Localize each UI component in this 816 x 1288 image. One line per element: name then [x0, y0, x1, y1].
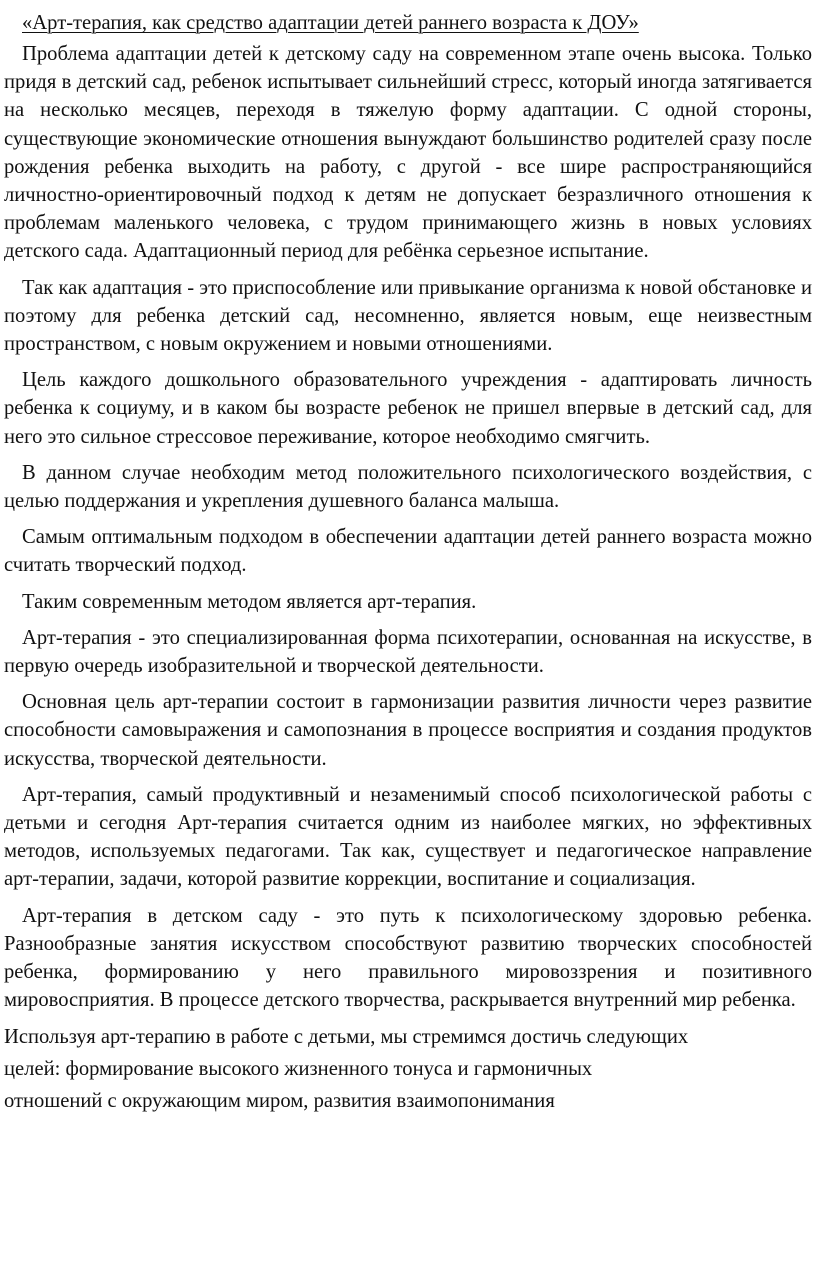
goals-line-1: Используя арт-терапию в работе с детьми, мы стремимся достичь следующих — [4, 1025, 689, 1048]
paragraph-art-therapy-definition: Арт-терапия - это специализированная форма психотерапии, основанная на искусстве, в первую очередь изобразительной и творческой деятельности. — [4, 626, 812, 678]
goals-line-2: целей: формирование высокого жизненного тонуса и гармоничных — [4, 1057, 593, 1080]
paragraph-positive-method: В данном случае необходим метод положительного психологического воздействия, с целью поддержания и укрепления душевного баланса малыша. — [4, 461, 812, 513]
goals-line-3: отношений с окружающим миром, развития взаимопонимания — [4, 1089, 555, 1112]
paragraph-institution-goal: Цель каждого дошкольного образовательного учреждения - адаптировать личность ребенка к социуму, и в каком бы возрасте ребенок не пришел впервые в детский сад, для него это сильное стрессовое переживание, которое необходимо смягчить. — [4, 369, 812, 448]
paragraph-modern-method: Таким современным методом является арт-терапия. — [22, 590, 477, 613]
paragraph-creative-approach: Самым оптимальным подходом в обеспечении адаптации детей раннего возраста можно считать творческий подход. — [4, 526, 812, 577]
paragraph-goals — [4, 1021, 812, 1117]
paragraph-adaptation-definition: Так как адаптация - это приспособление или привыкание организма к новой обстановке и поэтому для ребенка детский сад, несомненно, является новым, еще неизвестным пространством, с новым окружением и новыми отношениями. — [4, 276, 812, 356]
paragraph-main-goal: Основная цель арт-терапии состоит в гармонизации развития личности через развитие способности самовыражения и самопознания в процессе восприятия и создания продуктов искусства, творческой деятельности. — [4, 691, 812, 770]
paragraph-productive-method: Арт-терапия, самый продуктивный и незаменимый способ психологической работы с детьми и сегодня Арт-терапия считается одним из наиболее мягких, но эффективных методов, используемых педагогами. Так как, существует и педагогическое направление арт-терапии, задачи, которой развитие коррекции, воспитание и социализация. — [4, 783, 812, 891]
paragraph-kindergarten-health: Арт-терапия в детском саду - это путь к психологическому здоровью ребенка. Разнообразные занятия искусством способствуют развитию творческих способностей ребенка, формированию у него правильного мировоззрения и позитивного мировосприятия. В процессе детского творчества, раскрывается внутренний мир ребенка. — [4, 904, 812, 1012]
document-title: «Арт-терапия, как средство адаптации детей раннего возраста к ДОУ» — [22, 12, 639, 34]
paragraph-adaptation-problem: Проблема адаптации детей к детскому саду на современном этапе очень высока. Только придя в детский сад, ребенок испытывает сильнейший стресс, который иногда затягивается на несколько месяцев, переходя в тяжелую форму адаптации. С одной стороны, существующие экономические отношения вынуждают большинство родителей сразу после рождения ребенка выходить на работу, с другой - все шире распространяющийся личностно-ориентировочный подход к детям не допускает безразличного отношения к проблемам маленького человека, с трудом принимающего жизнь в новых условиях детского сада. Адаптационный период для ребёнка серьезное испытание. — [4, 43, 812, 263]
